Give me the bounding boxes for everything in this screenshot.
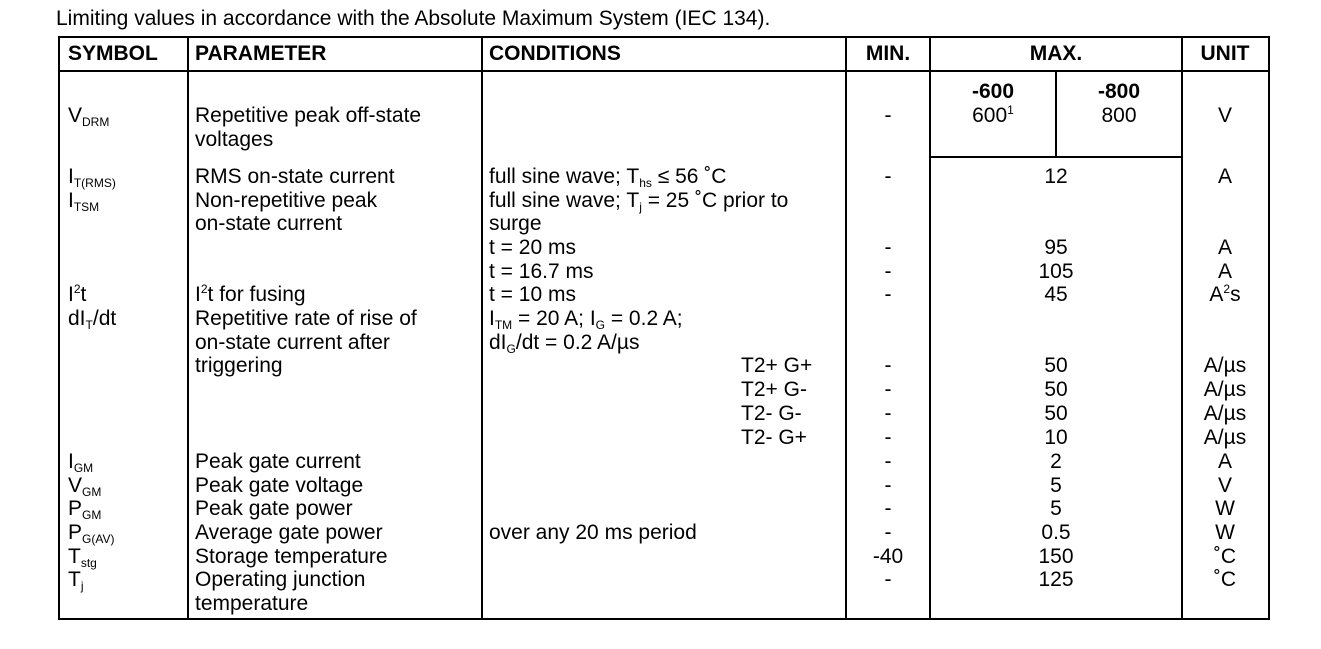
min-didt-quadrant: - — [884, 354, 892, 377]
param-igm: Peak gate current — [195, 450, 361, 473]
min-pgav: - — [884, 521, 892, 544]
cond-didt-quadrant: T2- G+ — [741, 426, 807, 449]
symbol-tstg: $T_{stg}$ — [68, 545, 97, 570]
min-tstg: -40 — [872, 545, 904, 568]
min-igm: - — [884, 450, 892, 473]
min-tj: - — [884, 568, 892, 591]
unit-igm: A — [1217, 450, 1233, 473]
max-didt-quadrant: 50 — [1044, 402, 1068, 425]
max-pgav: 0.5 — [1041, 521, 1071, 544]
cond-itrms: full sine wave; $T_{hs} \le 56$ ˚C — [489, 165, 727, 190]
max-pgm: 5 — [1050, 497, 1062, 520]
symbol-igm: $I_{GM}$ — [68, 450, 94, 475]
cond-itsm-t167: t = 16.7 ms — [489, 260, 594, 283]
min-itsm-t20: - — [884, 236, 892, 259]
param-vgm: Peak gate voltage — [195, 474, 364, 497]
unit-pgm: W — [1215, 497, 1235, 520]
table-caption: Limiting values in accordance with the Absolute Maximum System (IEC 134). — [56, 7, 771, 30]
max-vgm: 5 — [1050, 474, 1062, 497]
max-col-600-label: -600 — [971, 80, 1015, 103]
max-didt-quadrant: 50 — [1044, 378, 1068, 401]
max-vdrm-800: 800 — [1101, 104, 1137, 127]
cond-itsm-t20: t = 20 ms — [489, 236, 576, 259]
param-itrms: RMS on-state current — [195, 165, 395, 188]
param-i2t: $I^2t$ for fusing — [195, 282, 306, 306]
param-vdrm-line2: voltages — [195, 128, 274, 151]
max-i2t: 45 — [1044, 283, 1068, 306]
min-vgm: - — [884, 474, 892, 497]
param-itsm-line1: Non-repetitive peak — [195, 189, 378, 212]
param-vdrm-line1: Repetitive peak off-state — [195, 104, 422, 127]
max-itsm-t20: 95 — [1044, 236, 1068, 259]
cond-i2t: t = 10 ms — [489, 283, 576, 306]
min-itsm-t167: - — [884, 260, 892, 283]
header-max: MAX. — [1029, 42, 1083, 65]
footnote-marker: 1 — [1007, 103, 1014, 117]
cond-itsm-line1: full sine wave; $T_j = 25$ ˚C prior to — [489, 189, 789, 214]
param-tstg: Storage temperature — [195, 545, 388, 568]
unit-didt-quadrant: A/µs — [1203, 402, 1247, 425]
max-vdrm-600: $600^1$ — [972, 103, 1014, 127]
unit-itrms: A — [1217, 165, 1233, 188]
param-pgav: Average gate power — [195, 521, 383, 544]
unit-tj: ˚C — [1213, 568, 1237, 591]
header-conditions: CONDITIONS — [489, 42, 621, 65]
unit-vdrm: V — [1217, 104, 1233, 127]
param-didt-line2: on-state current after — [195, 331, 390, 354]
max-tstg: 150 — [1038, 545, 1074, 568]
min-i2t: - — [884, 283, 892, 306]
param-didt-line1: Repetitive rate of rise of — [195, 307, 417, 330]
header-min: MIN. — [865, 42, 911, 65]
param-tj-line1: Operating junction — [195, 568, 366, 591]
header-parameter: PARAMETER — [195, 42, 327, 65]
param-itsm-line2: on-state current — [195, 212, 343, 235]
cond-didt-quadrant: T2+ G- — [741, 378, 807, 401]
symbol-didt: $dI_T/dt$ — [68, 307, 117, 332]
unit-didt-quadrant: A/µs — [1203, 378, 1247, 401]
unit-didt-quadrant: A/µs — [1203, 426, 1247, 449]
cond-itsm-line2: surge — [489, 212, 542, 235]
header-unit: UNIT — [1200, 42, 1250, 65]
symbol-pgav: $P_{G(AV)}$ — [68, 521, 115, 546]
header-symbol: SYMBOL — [68, 42, 158, 65]
max-itrms: 12 — [1044, 165, 1068, 188]
min-didt-quadrant: - — [884, 402, 892, 425]
unit-i2t: $A^2s$ — [1209, 282, 1241, 306]
min-pgm: - — [884, 497, 892, 520]
min-didt-quadrant: - — [884, 426, 892, 449]
param-tj-line2: temperature — [195, 592, 309, 615]
unit-tstg: ˚C — [1213, 545, 1237, 568]
max-col-800-label: -800 — [1097, 80, 1141, 103]
param-didt-line3: triggering — [195, 354, 283, 377]
min-itrms: - — [884, 165, 892, 188]
unit-didt-quadrant: A/µs — [1203, 354, 1247, 377]
symbol-itsm: $I_{TSM}$ — [68, 189, 100, 214]
symbol-pgm: $P_{GM}$ — [68, 497, 102, 522]
symbol-itrms: $I_{T(RMS)}$ — [68, 165, 116, 190]
symbol-vgm: $V_{GM}$ — [68, 474, 102, 499]
min-didt-quadrant: - — [884, 378, 892, 401]
unit-vgm: V — [1217, 474, 1233, 497]
min-vdrm: - — [884, 104, 892, 127]
unit-itsm-t20: A — [1217, 236, 1233, 259]
unit-itsm-t167: A — [1217, 260, 1233, 283]
cond-didt-quadrant: T2+ G+ — [741, 354, 813, 377]
max-igm: 2 — [1050, 450, 1062, 473]
unit-pgav: W — [1215, 521, 1235, 544]
cond-pgav: over any 20 ms period — [489, 521, 697, 544]
cond-didt-line2: $dI_G/dt = 0.2$ A/µs — [489, 331, 640, 356]
cond-didt-line1: $I_{TM} = 20$ A; $I_G = 0.2$ A; — [489, 307, 683, 332]
max-didt-quadrant: 50 — [1044, 354, 1068, 377]
symbol-i2t: $I^2t$ — [68, 282, 87, 306]
max-tj: 125 — [1038, 568, 1074, 591]
symbol-vdrm: $V_{DRM}$ — [68, 104, 110, 129]
symbol-tj: $T_j$ — [68, 568, 84, 593]
param-pgm: Peak gate power — [195, 497, 353, 520]
max-didt-quadrant: 10 — [1044, 426, 1068, 449]
max-itsm-t167: 105 — [1038, 260, 1074, 283]
cond-didt-quadrant: T2- G- — [741, 402, 802, 425]
